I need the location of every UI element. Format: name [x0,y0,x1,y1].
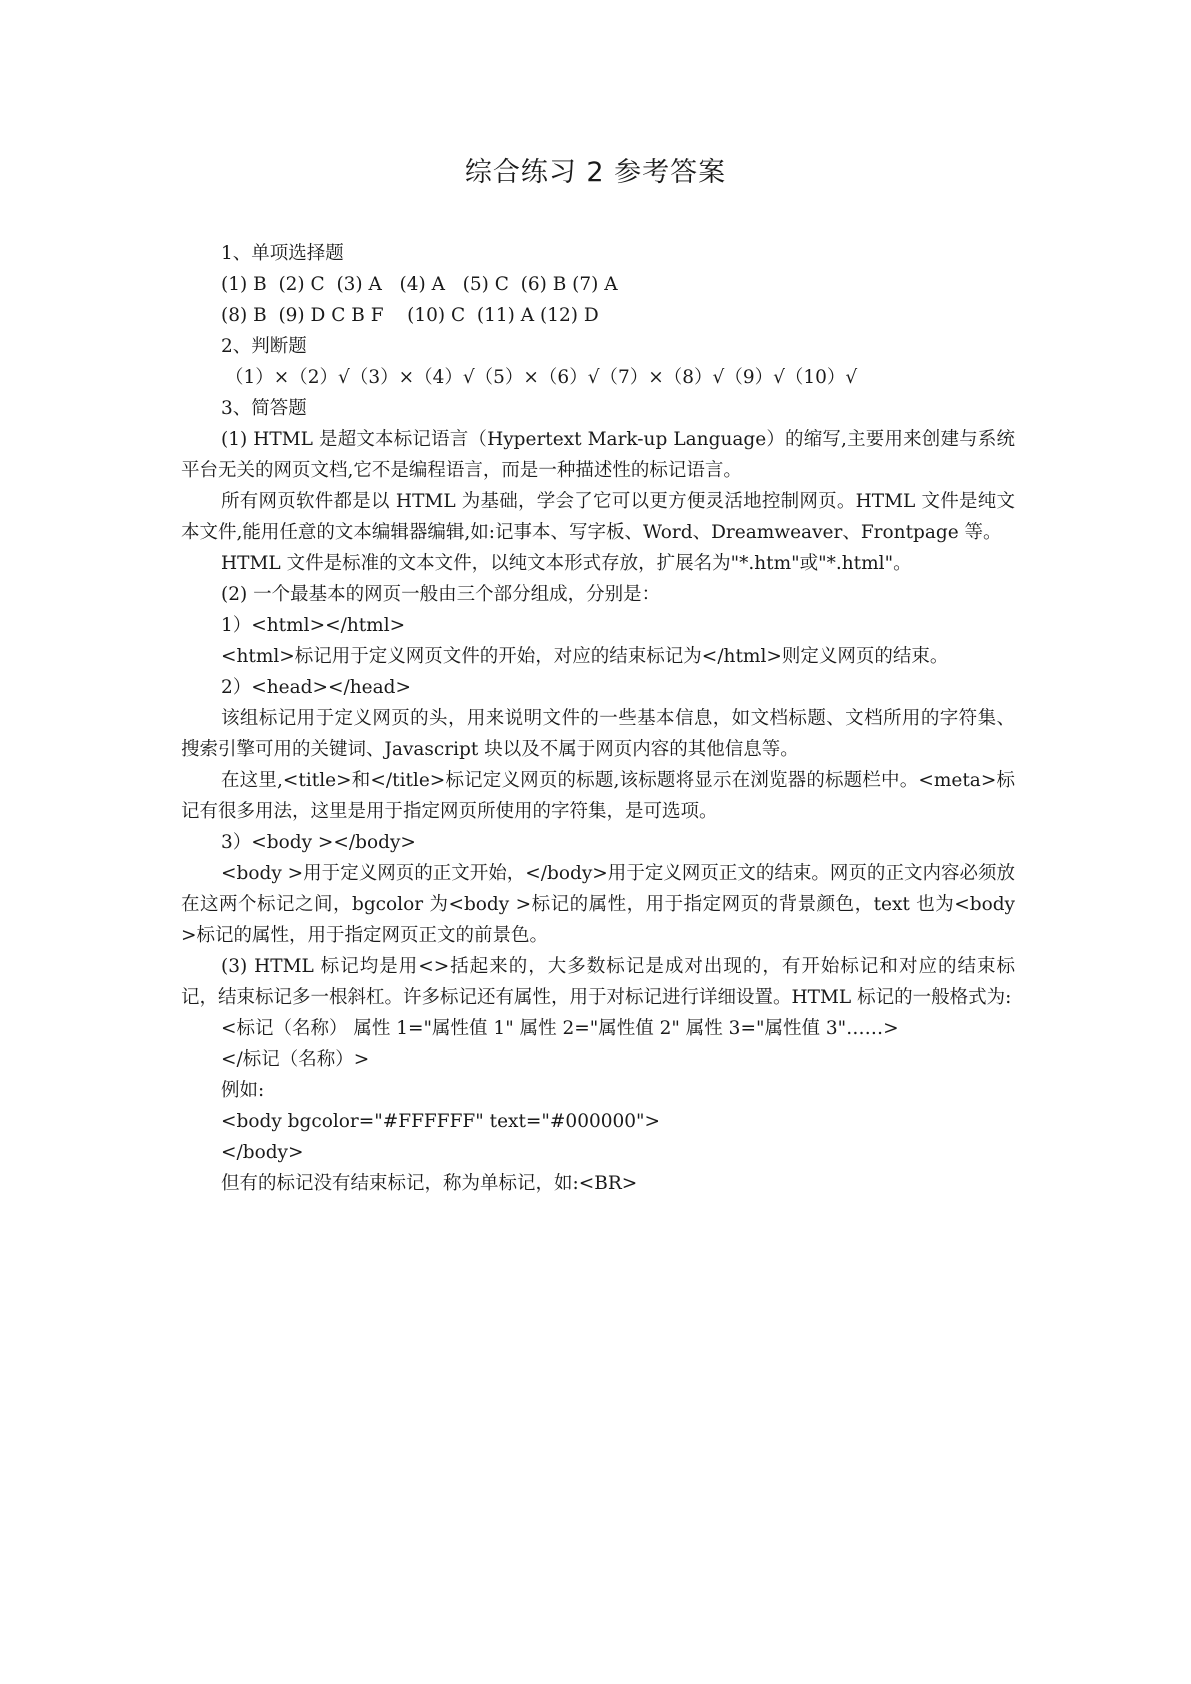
section-1-heading: 1、单项选择题 [221,243,344,264]
section-1-answers-row-1: (1) B (2) C (3) A (4) A (5) C (6) B (7) A [221,274,618,295]
section-3-heading: 3、简答题 [221,398,307,419]
q3-example-close-tag: </body> [221,1142,304,1163]
section-2-heading: 2、判断题 [221,336,307,357]
page-title: 综合练习 2 参考答案 [464,157,727,188]
q3-example-open-tag: <body bgcolor="#FFFFFF" text="#000000"> [221,1111,661,1132]
q2-intro: (2) 一个最基本的网页一般由三个部分组成，分别是： [221,584,661,605]
q3-example-label: 例如: [221,1080,265,1101]
q1-paragraph-3: HTML 文件是标准的文本文件，以纯文本形式存放，扩展名为"*.htm"或"*.html"。 [221,553,912,574]
q2-item-1: 1）<html></html> [221,615,406,636]
q2-item-3-description: <body >用于定义网页的正文开始，</body>用于定义网页正文的结束。网页的正文内容必须放在这两个标记之间，bgcolor 为<body >标记的属性，用于指定网页的背景颜色，text 也为<body >标记的属性，用于指定网页正文的前景色。 [181,863,1015,946]
section-1-answers-row-2: (8) B (9) D C B F (10) C (11) A (12) D [221,305,599,326]
q3-paragraph: (3) HTML 标记均是用<>括起来的，大多数标记是成对出现的，有开始标记和对应的结束标记，结束标记多一根斜杠。许多标记还有属性，用于对标记进行详细设置。HTML 标记的一般格式为: [181,956,1015,1008]
document-body [181,238,1015,1199]
q2-item-3: 3）<body ></body> [221,832,416,853]
q2-item-2-description-2: 在这里,<title>和</title>标记定义网页的标题,该标题将显示在浏览器的标题栏中。<meta>标记有很多用法，这里是用于指定网页所使用的字符集，是可选项。 [181,770,1015,822]
q3-format-close-tag: </标记（名称）> [221,1049,370,1070]
q1-paragraph-2: 所有网页软件都是以 HTML 为基础，学会了它可以更方便灵活地控制网页。HTML 文件是纯文本文件,能用任意的文本编辑器编辑,如:记事本、写字板、Word、Dreamweaver、Frontpage 等。 [181,491,1015,543]
q1-paragraph-1: (1) HTML 是超文本标记语言（Hypertext Mark-up Language）的缩写,主要用来创建与系统平台无关的网页文档,它不是编程语言，而是一种描述性的标记语言。 [181,429,1015,481]
q2-item-2: 2）<head></head> [221,677,411,698]
section-2-answers: （1）×（2）√（3）×（4）√（5）×（6）√（7）×（8）√（9）√（10）√ [225,367,858,388]
q3-single-tag-note: 但有的标记没有结束标记，称为单标记，如:<BR> [221,1173,638,1194]
q2-item-2-description-1: 该组标记用于定义网页的头，用来说明文件的一些基本信息，如文档标题、文档所用的字符集、搜索引擎可用的关键词、Javascript 块以及不属于网页内容的其他信息等。 [181,708,1015,760]
q2-item-1-description: <html>标记用于定义网页文件的开始，对应的结束标记为</html>则定义网页的结束。 [221,646,949,667]
q3-format-open-tag: <标记（名称） 属性 1="属性值 1" 属性 2="属性值 2" 属性 3="属性值 3"……> [221,1018,899,1039]
